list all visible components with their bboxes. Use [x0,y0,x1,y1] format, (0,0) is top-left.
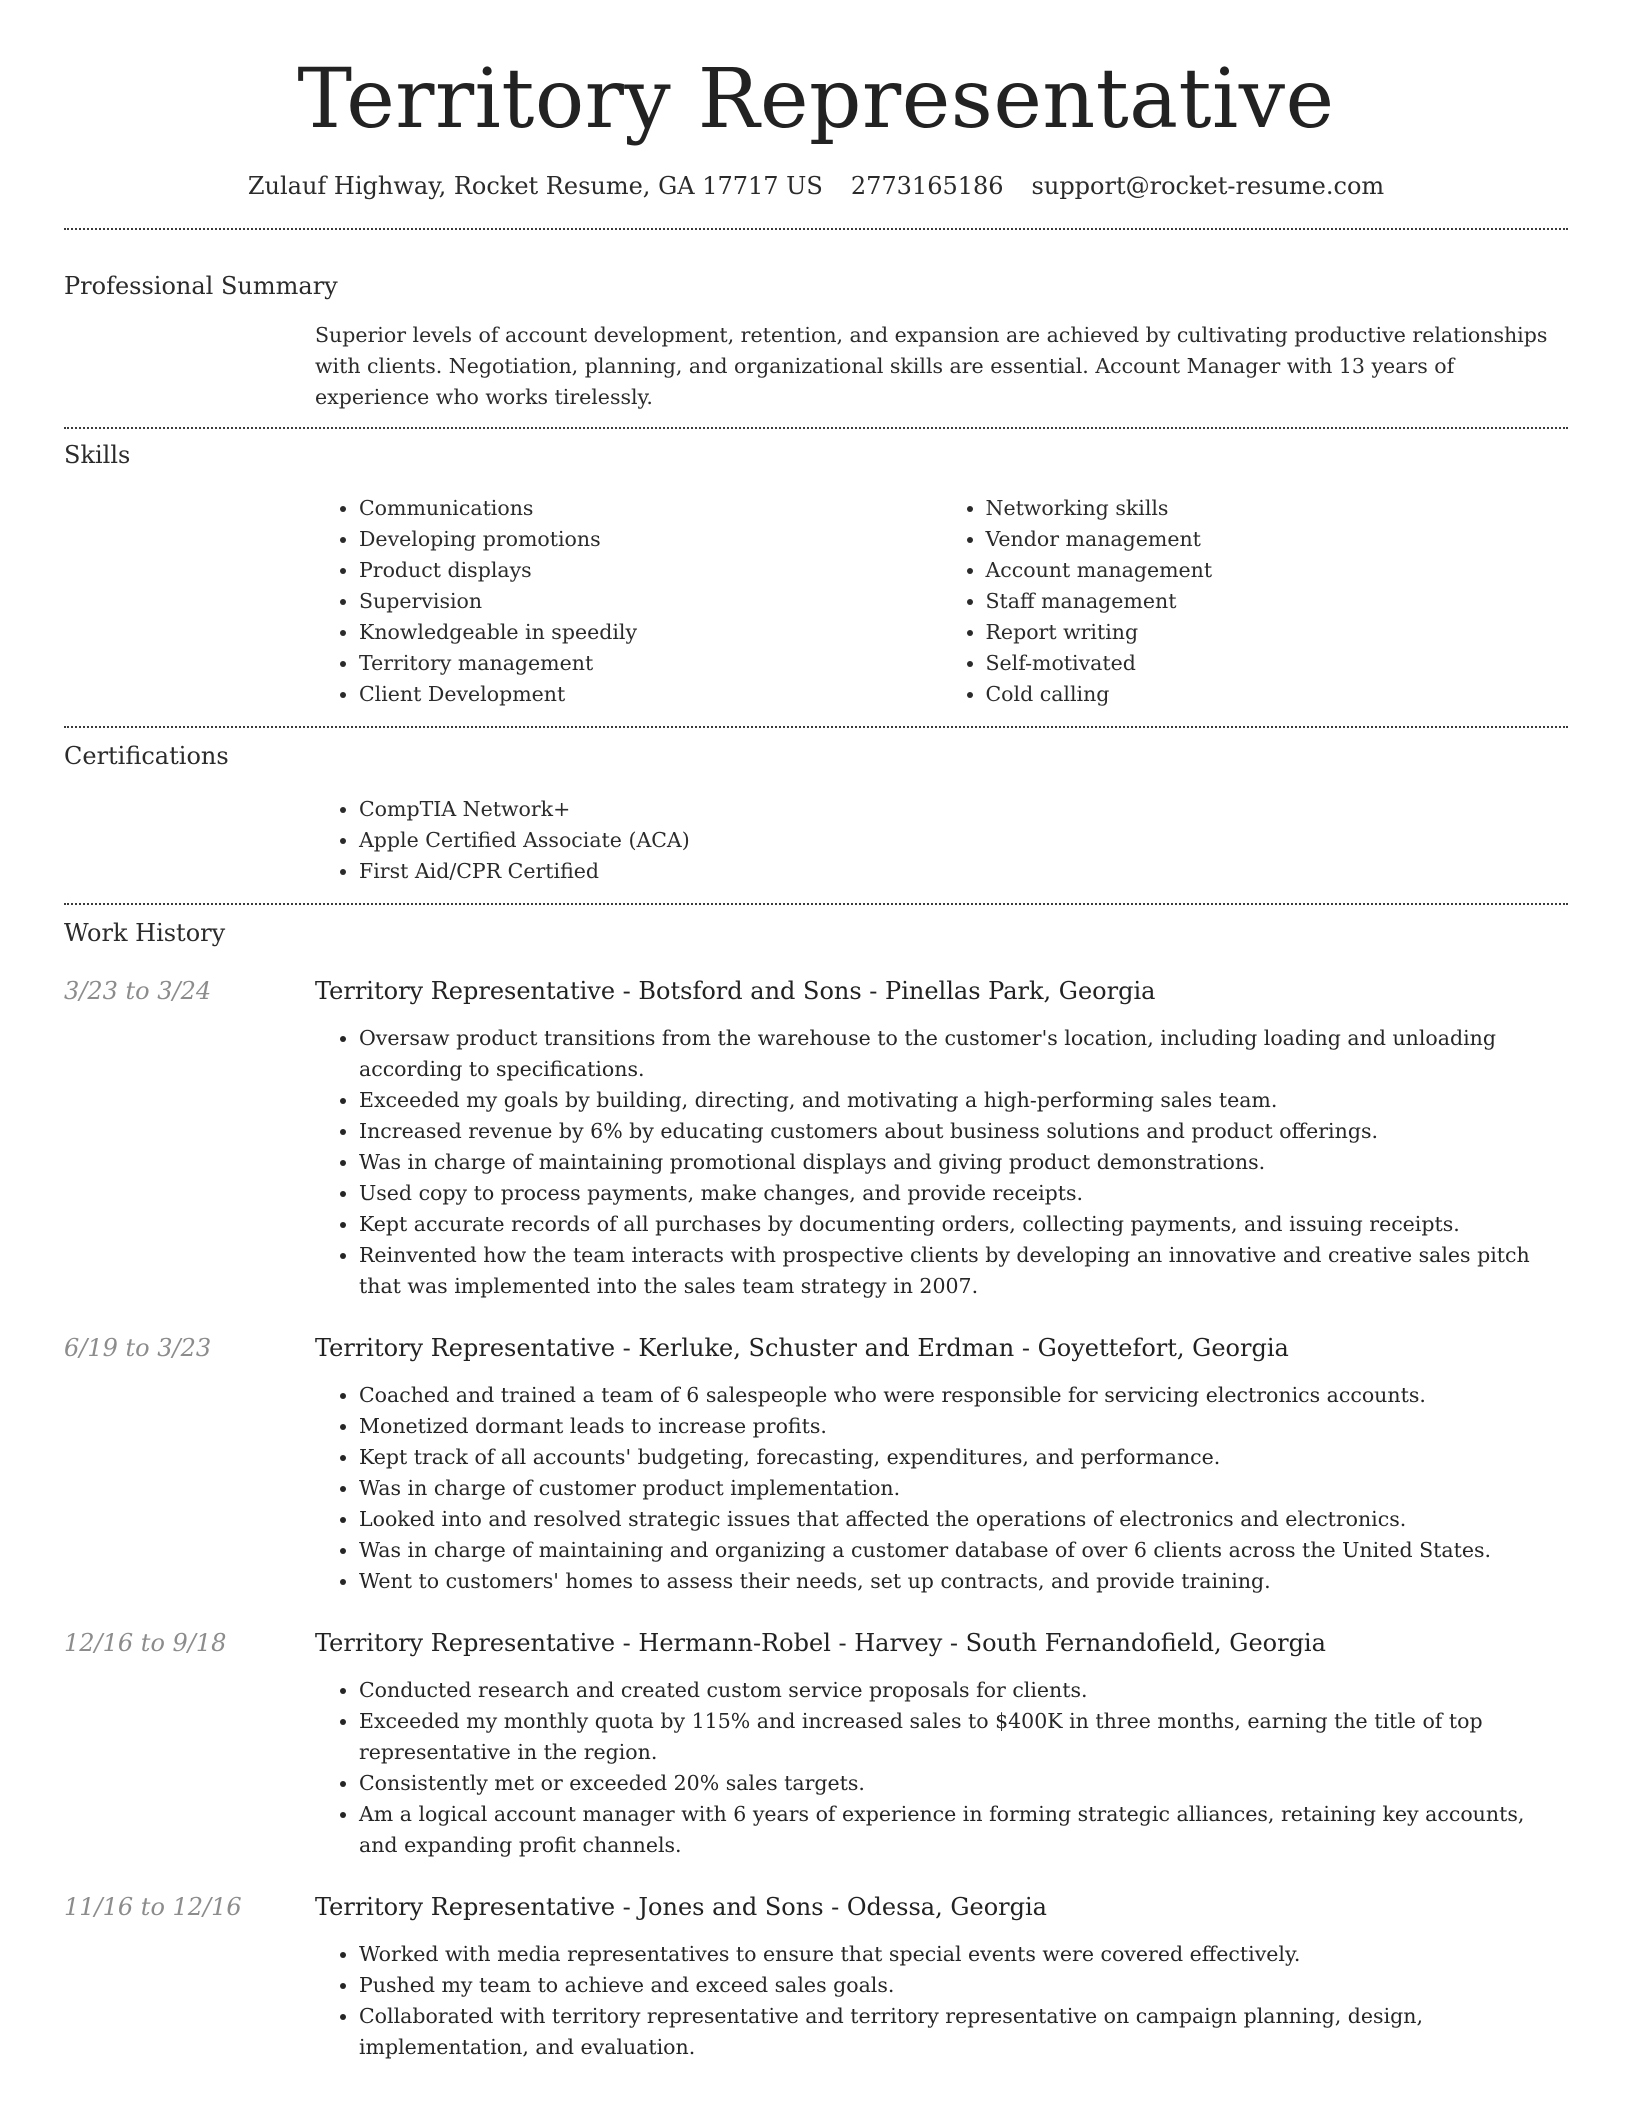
list-item: • Exceeded my monthly quota by 115% and increased sales to $400K in three months, earning the title of top representative in the region. [359,1706,1568,1768]
work-section [64,905,1568,2063]
list-item: • Knowledgeable in speedily [359,617,942,648]
list-item: • Kept accurate records of all purchases by documenting orders, collecting payments, and issuing receipts. [359,1209,1568,1240]
list-item: • Apple Certified Associate (ACA) [359,825,1568,856]
list-item: • Cold calling [986,679,1569,710]
list-item: • Staff management [986,586,1569,617]
list-item: • Was in charge of maintaining promotional displays and giving product demonstrations. [359,1147,1568,1178]
summary-title: Professional Summary [64,272,338,300]
contact-phone: 2773165186 [850,172,1004,200]
list-item: • Conducted research and created custom service proposals for clients. [359,1675,1568,1706]
list-item: • Kept track of all accounts' budgeting, forecasting, expenditures, and performance. [359,1442,1568,1473]
summary-text: Superior levels of account development, retention, and expansion are achieved by cultivating productive relationships with clients. Negotiation, planning, and organizational skills are essential. Account Manager with 13 years of experience who works tirelessly. [315,323,1548,409]
list-item: • Used copy to process payments, make changes, and provide receipts. [359,1178,1568,1209]
list-item: • Collaborated with territory representative and territory representative on campaign planning, design, implementation, and evaluation. [359,2001,1568,2063]
list-item: • Looked into and resolved strategic issues that affected the operations of electronics and electronics. [359,1504,1568,1535]
summary-body [315,320,1568,413]
job-entry [64,1627,1568,1861]
skills-list-left [315,493,942,710]
list-item: • Client Development [359,679,942,710]
job-dates: 3/23 to 3/24 [64,977,212,1005]
certifications-list [315,794,1568,887]
certifications-title: Certifications [64,742,229,770]
list-item: • Worked with media representatives to ensure that special events were covered effectively. [359,1939,1568,1970]
list-item: • Supervision [359,586,942,617]
list-item: • Monetized dormant leads to increase profits. [359,1411,1568,1442]
list-item: • Went to customers' homes to assess their needs, set up contracts, and provide training. [359,1566,1568,1597]
job-bullets [315,1380,1568,1597]
job-entry [64,975,1568,1302]
list-item: • Developing promotions [359,524,942,555]
list-item: • Was in charge of maintaining and organizing a customer database of over 6 clients across the United States. [359,1535,1568,1566]
list-item: • Networking skills [986,493,1569,524]
list-item: • Reinvented how the team interacts with prospective clients by developing an innovative and creative sales pitch that was implemented into the sales team strategy in 2007. [359,1240,1568,1302]
list-item: • Oversaw product transitions from the warehouse to the customer's location, including loading and unloading according to specifications. [359,1023,1568,1085]
list-item: • Territory management [359,648,942,679]
job-dates: 11/16 to 12/16 [64,1893,242,1921]
list-item: • Consistently met or exceeded 20% sales targets. [359,1768,1568,1799]
job-bullets [315,1023,1568,1302]
summary-section [64,230,1568,413]
job-entry [64,1332,1568,1597]
candidate-name: Territory Representative [297,52,1335,147]
contact-email: support@rocket-resume.com [1031,172,1385,200]
job-bullets [315,1675,1568,1861]
resume-page [64,0,1568,2063]
job-dates: 6/19 to 3/23 [64,1334,212,1362]
list-item: • Am a logical account manager with 6 years of experience in forming strategic alliances, retaining key accounts, and expanding profit channels. [359,1799,1568,1861]
list-item: • Coached and trained a team of 6 salespeople who were responsible for servicing electronics accounts. [359,1380,1568,1411]
list-item: • Pushed my team to achieve and exceed sales goals. [359,1970,1568,2001]
work-jobs [64,975,1568,2063]
job-entry [64,1891,1568,2063]
list-item: • Communications [359,493,942,524]
list-item: • Account management [986,555,1569,586]
job-title: Territory Representative - Jones and Sons - Odessa, Georgia [315,1893,1047,1921]
job-title: Territory Representative - Kerluke, Schuster and Erdman - Goyettefort, Georgia [315,1334,1289,1362]
skills-list-right [942,493,1569,710]
job-dates: 12/16 to 9/18 [64,1629,227,1657]
list-item: • Was in charge of customer product implementation. [359,1473,1568,1504]
contact-address: Zulauf Highway, Rocket Resume, GA 17717 US [247,172,823,200]
list-item: • Vendor management [986,524,1569,555]
list-item: • Exceeded my goals by building, directing, and motivating a high-performing sales team. [359,1085,1568,1116]
skills-section [64,429,1568,710]
certifications-section [64,728,1568,887]
list-item: • Product displays [359,555,942,586]
list-item: • Report writing [986,617,1569,648]
job-title: Territory Representative - Botsford and Sons - Pinellas Park, Georgia [315,977,1156,1005]
list-item: • First Aid/CPR Certified [359,856,1568,887]
skills-columns [315,493,1568,710]
contact-line [64,170,1568,202]
certifications-body [315,794,1568,887]
work-title: Work History [64,919,226,947]
list-item: • Self-motivated [986,648,1569,679]
list-item: • CompTIA Network+ [359,794,1568,825]
list-item: • Increased revenue by 6% by educating customers about business solutions and product offerings. [359,1116,1568,1147]
skills-title: Skills [64,441,131,469]
job-bullets [315,1939,1568,2063]
job-title: Territory Representative - Hermann-Robel - Harvey - South Fernandofield, Georgia [315,1629,1326,1657]
